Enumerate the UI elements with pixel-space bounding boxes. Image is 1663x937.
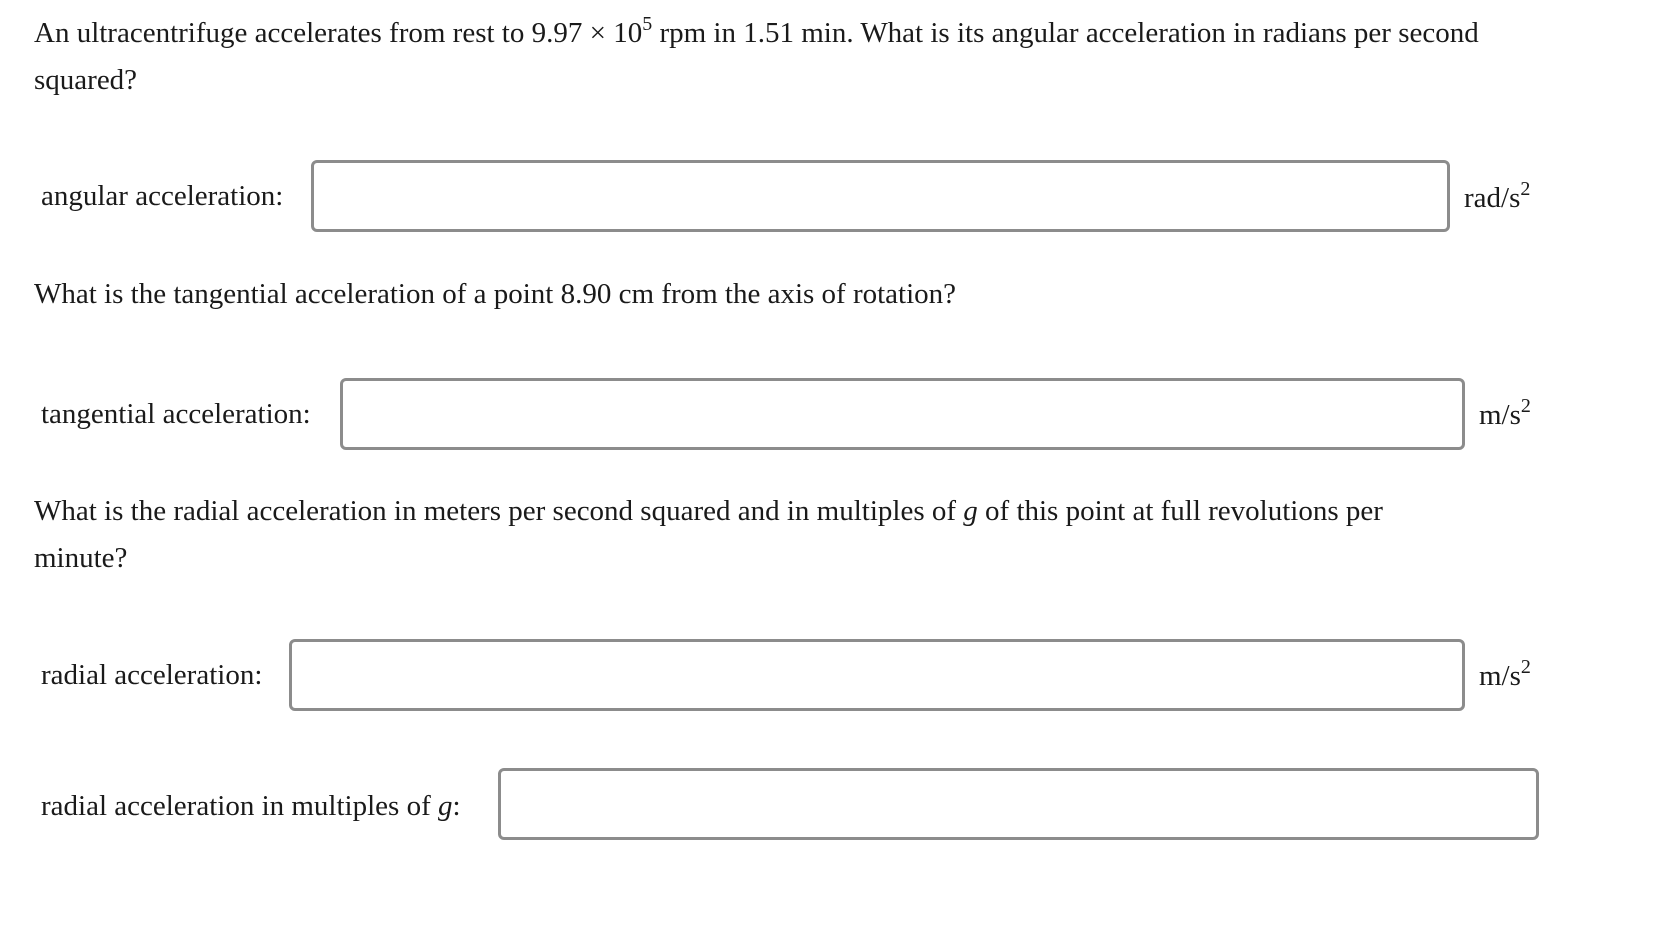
question-1-exponent: 5 bbox=[642, 13, 653, 35]
radial-acceleration-input[interactable] bbox=[289, 639, 1465, 711]
angular-acceleration-unit bbox=[1464, 178, 1531, 215]
radial-unit-exponent: 2 bbox=[1520, 656, 1531, 678]
radial-g-label-part1: radial acceleration in multiples of bbox=[41, 790, 438, 822]
question-3-g-symbol: g bbox=[963, 495, 978, 527]
question-2-text bbox=[34, 271, 956, 318]
radial-g-symbol: g bbox=[437, 790, 453, 822]
radial-g-label bbox=[41, 789, 461, 823]
question-1-text bbox=[34, 10, 1504, 104]
radial-g-label-part2: : bbox=[452, 790, 461, 822]
angular-acceleration-label: angular acceleration: bbox=[41, 180, 284, 212]
radial-g-input[interactable] bbox=[498, 768, 1539, 840]
question-1-part2: rpm in 1.51 min. What is its angular acceleration in radians per second squared? bbox=[34, 17, 1479, 96]
angular-unit-exponent: 2 bbox=[1520, 178, 1531, 200]
radial-unit-base: m/s bbox=[1479, 660, 1521, 692]
tangential-acceleration-input[interactable] bbox=[340, 378, 1465, 450]
angular-unit-base: rad/s bbox=[1464, 182, 1521, 214]
question-3-text bbox=[34, 488, 1424, 582]
tangential-unit-exponent: 2 bbox=[1520, 395, 1531, 417]
radial-acceleration-label: radial acceleration: bbox=[41, 659, 263, 691]
angular-acceleration-input[interactable] bbox=[311, 160, 1450, 232]
tangential-acceleration-unit bbox=[1479, 395, 1531, 432]
question-1-part1: An ultracentrifuge accelerates from rest to 9.97 × 10 bbox=[34, 17, 643, 49]
tangential-unit-base: m/s bbox=[1479, 399, 1521, 431]
radial-acceleration-unit bbox=[1479, 656, 1531, 693]
question-2-body: What is the tangential acceleration of a point 8.90 cm from the axis of rotation? bbox=[34, 278, 957, 310]
question-3-part1: What is the radial acceleration in meters per second squared and in multiples of bbox=[34, 495, 964, 527]
question-3-part2: of this point at full revolutions per minute? bbox=[34, 495, 1383, 574]
tangential-acceleration-label: tangential acceleration: bbox=[41, 398, 311, 430]
